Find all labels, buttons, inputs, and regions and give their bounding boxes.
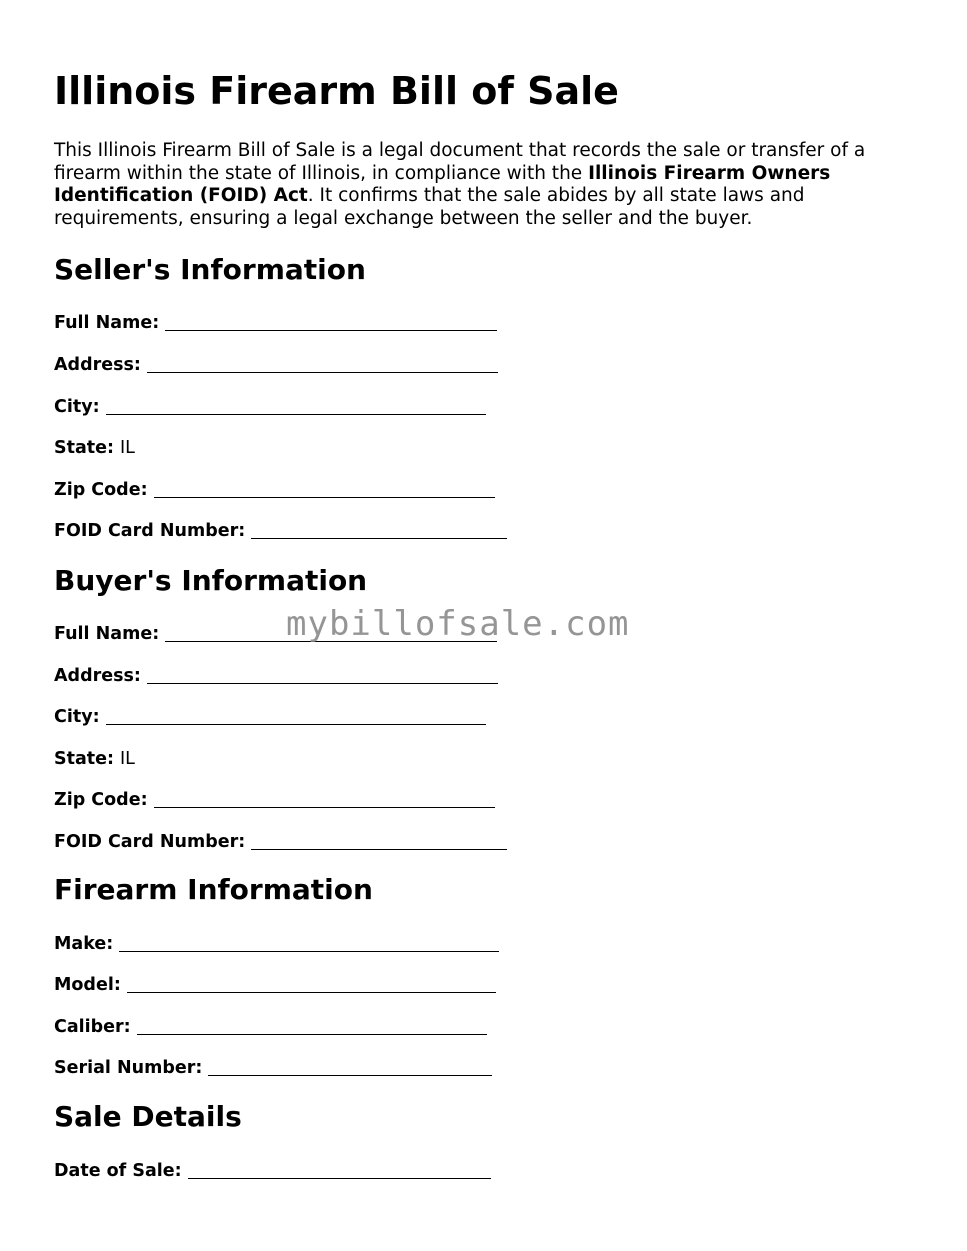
seller-state-label: State:	[54, 438, 115, 458]
sale-date-field	[54, 1158, 491, 1182]
seller-zip-blank[interactable]	[154, 479, 495, 498]
buyer-zip-field	[54, 787, 495, 811]
firearm-section-heading: Firearm Information	[54, 873, 373, 906]
seller-state-value: IL	[120, 438, 135, 458]
seller-city-blank[interactable]	[106, 396, 486, 415]
sale-date-blank[interactable]	[188, 1160, 491, 1179]
seller-foid-blank[interactable]	[251, 520, 507, 539]
firearm-make-label: Make:	[54, 934, 114, 954]
seller-address-label: Address:	[54, 355, 141, 375]
buyer-state-field	[54, 746, 135, 770]
seller-state-field	[54, 435, 135, 459]
buyer-full-name-label: Full Name:	[54, 624, 160, 644]
buyer-zip-label: Zip Code:	[54, 790, 148, 810]
buyer-city-blank[interactable]	[106, 706, 486, 725]
seller-foid-label: FOID Card Number:	[54, 521, 246, 541]
buyer-state-label: State:	[54, 749, 115, 769]
buyer-address-field	[54, 663, 498, 687]
seller-full-name-label: Full Name:	[54, 313, 160, 333]
firearm-model-label: Model:	[54, 975, 121, 995]
seller-full-name-blank[interactable]	[165, 312, 497, 331]
seller-address-blank[interactable]	[147, 354, 498, 373]
firearm-model-field	[54, 972, 496, 996]
firearm-caliber-field	[54, 1014, 487, 1038]
intro-paragraph	[54, 140, 899, 230]
intro-text-part2: . It confirms that the sale abides by all state laws and requirements, ensuring a legal exchange between the seller and the buyer.	[54, 185, 805, 229]
sale-date-label: Date of Sale:	[54, 1161, 182, 1181]
page-title: Illinois Firearm Bill of Sale	[54, 69, 619, 113]
seller-zip-field	[54, 477, 495, 501]
buyer-address-blank[interactable]	[147, 665, 498, 684]
seller-full-name-field	[54, 310, 497, 334]
buyer-address-label: Address:	[54, 666, 141, 686]
firearm-make-blank[interactable]	[119, 933, 499, 952]
firearm-model-blank[interactable]	[127, 974, 496, 993]
seller-city-label: City:	[54, 397, 100, 417]
buyer-foid-blank[interactable]	[251, 831, 507, 850]
sale-section-heading: Sale Details	[54, 1100, 242, 1133]
firearm-make-field	[54, 931, 499, 955]
buyer-city-label: City:	[54, 707, 100, 727]
seller-section-heading: Seller's Information	[54, 253, 366, 286]
buyer-state-value: IL	[120, 749, 135, 769]
watermark: mybillofsale.com	[286, 604, 630, 644]
seller-address-field	[54, 352, 498, 376]
firearm-caliber-label: Caliber:	[54, 1017, 131, 1037]
intro-text-bold: Illinois Firearm Owners Identification (FOID) Act	[54, 162, 831, 206]
seller-zip-label: Zip Code:	[54, 480, 148, 500]
firearm-serial-field	[54, 1055, 492, 1079]
buyer-foid-field	[54, 829, 507, 853]
firearm-serial-label: Serial Number:	[54, 1058, 203, 1078]
seller-foid-field	[54, 518, 507, 542]
intro-text-part1: This Illinois Firearm Bill of Sale is a legal document that records the sale or transfer of a firearm within the state of Illinois, in compliance with the	[54, 140, 866, 184]
buyer-zip-blank[interactable]	[154, 789, 495, 808]
buyer-foid-label: FOID Card Number:	[54, 832, 246, 852]
buyer-city-field	[54, 704, 486, 728]
firearm-serial-blank[interactable]	[208, 1057, 492, 1076]
buyer-section-heading: Buyer's Information	[54, 564, 368, 597]
firearm-caliber-blank[interactable]	[137, 1016, 487, 1035]
seller-city-field	[54, 394, 486, 418]
